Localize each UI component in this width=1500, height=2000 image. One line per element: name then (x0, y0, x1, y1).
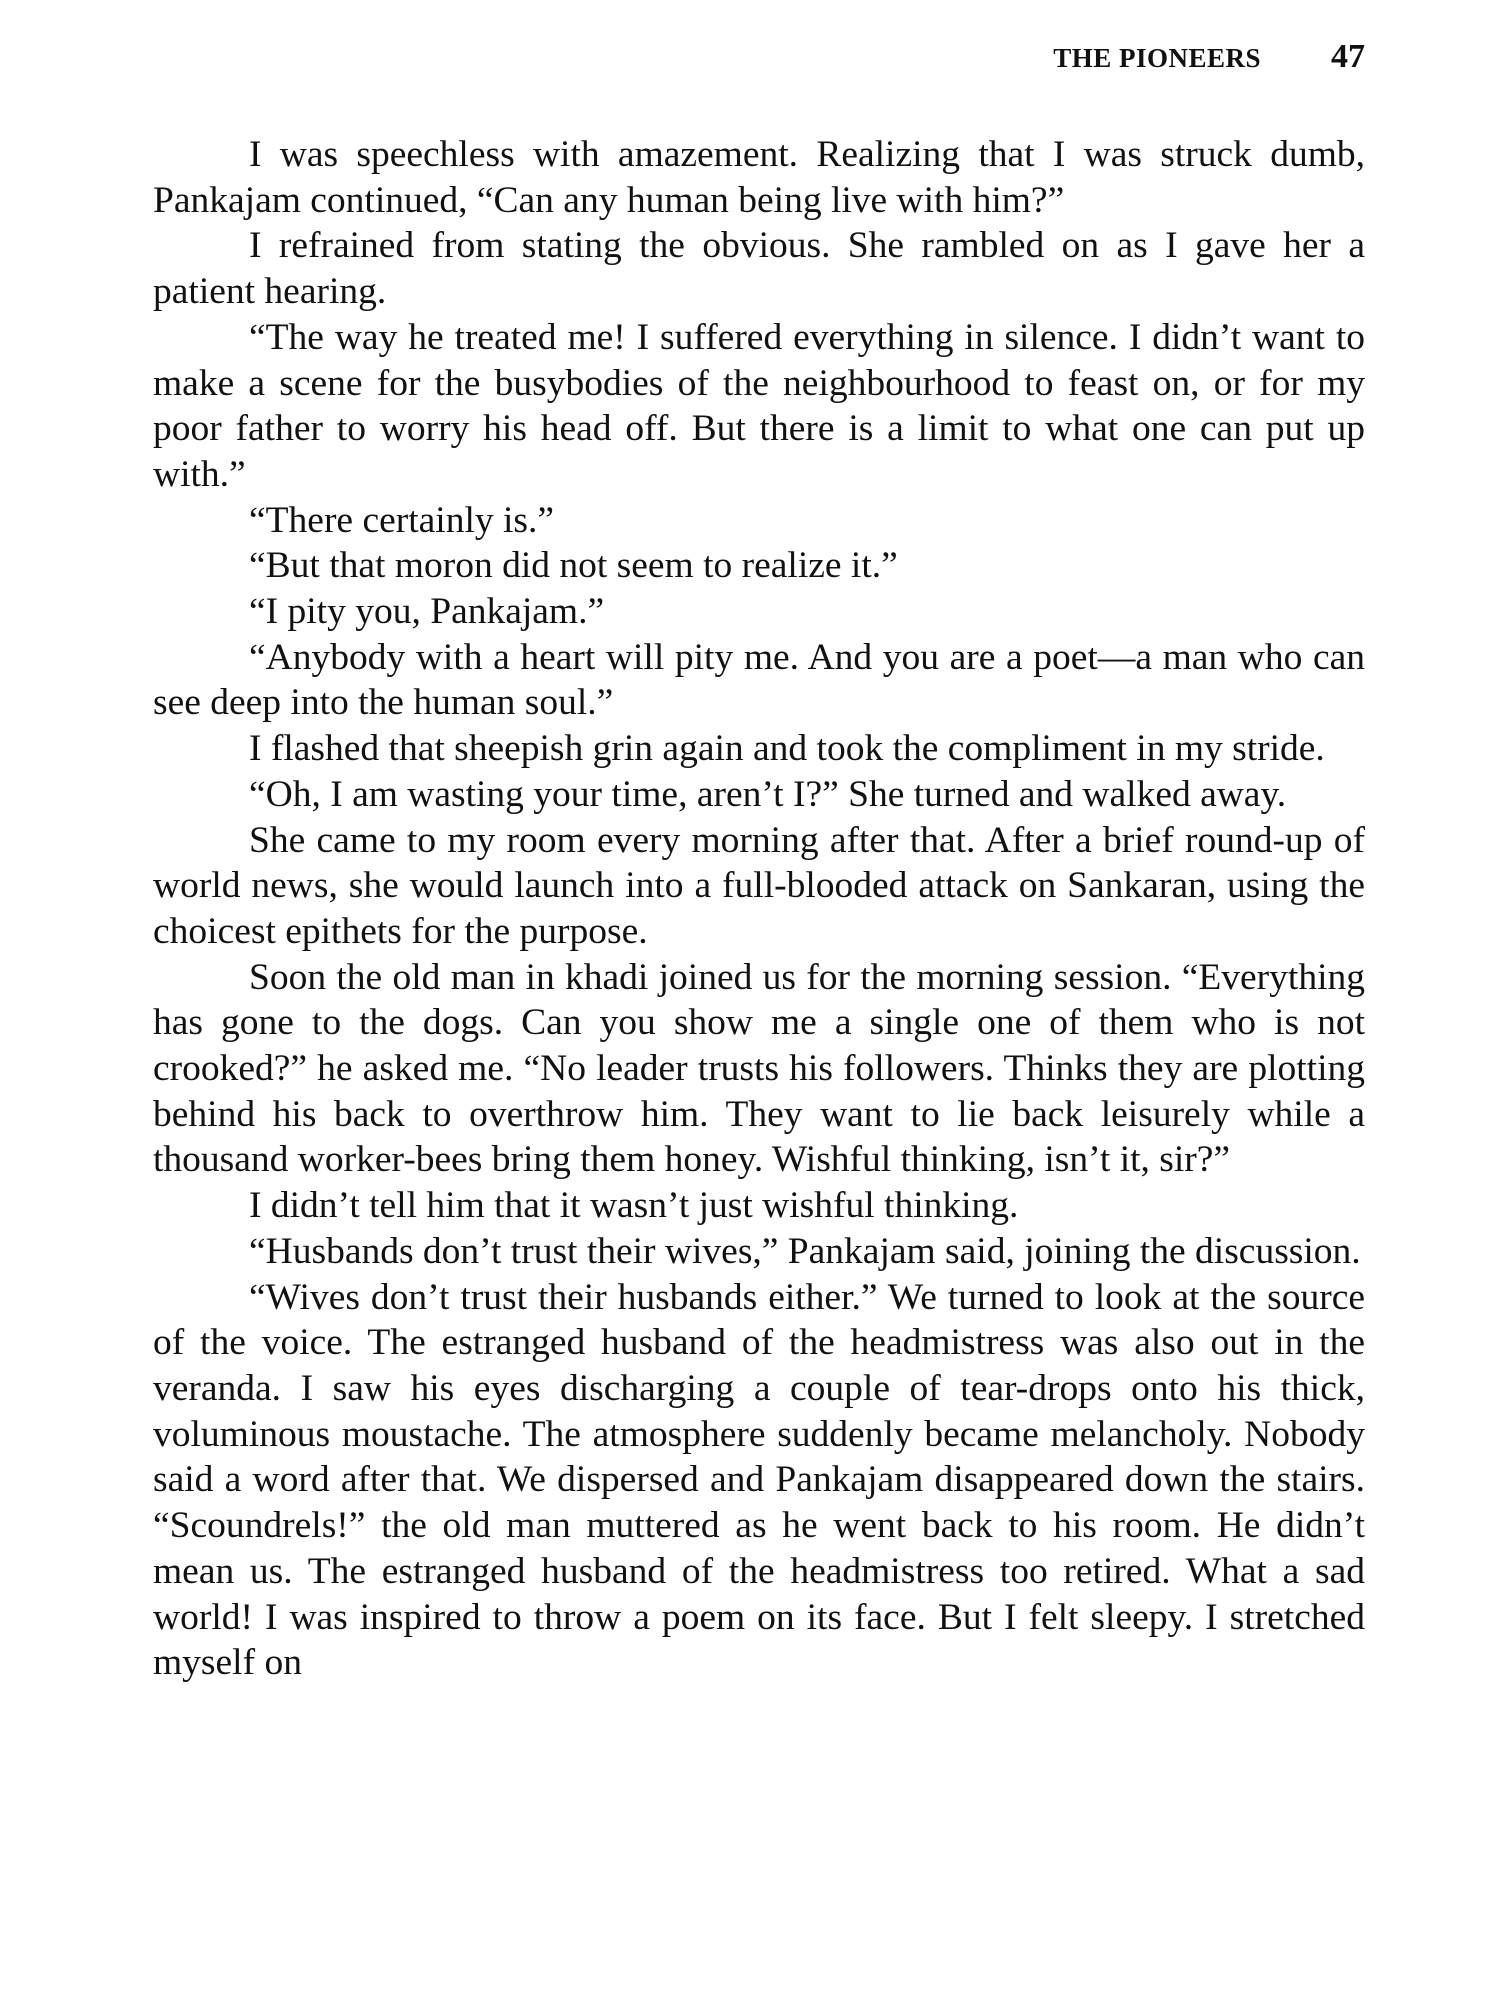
paragraph: “But that moron did not seem to realize it.” (249, 545, 898, 587)
page-number: 47 (1331, 38, 1365, 75)
running-title: THE PIONEERS (1053, 43, 1261, 73)
paragraph: “The way he treated me! I suffered everything in silence. I didn’t want to make a scene for the busybodies of the neighbourhood to feast on, or for my poor father to worry his head off. But there is a limit to what one can put up with.” (153, 316, 1365, 495)
paragraph: I flashed that sheepish grin again and took the compliment in my stride. (249, 728, 1325, 770)
body-text (153, 132, 1365, 1686)
paragraph: “Anybody with a heart will pity me. And you are a poet—a man who can see deep into the human soul.” (153, 636, 1365, 724)
paragraph: She came to my room every morning after that. After a brief round-up of world news, she would launch into a full-blooded attack on Sankaran, using the choicest epithets for the purpose. (153, 819, 1365, 952)
paragraph: I was speechless with amazement. Realizing that I was struck dumb, Pankajam continued, “Can any human being live with him?” (153, 134, 1365, 221)
paragraph: “There certainly is.” (249, 499, 555, 541)
paragraph: Soon the old man in khadi joined us for the morning session. “Everything has gone to the dogs. Can you show me a single one of them who is not crooked?” he asked me. “No leader trusts his followers. Thinks they are plotting behind his back to overthrow him. They want to lie back leisurely while a thousand worker-bees bring them honey. Wishful thinking, isn’t it, sir?” (153, 956, 1365, 1181)
paragraph: “Husbands don’t trust their wives,” Pankajam said, joining the discussion. (249, 1230, 1361, 1272)
paragraph: I didn’t tell him that it wasn’t just wishful thinking. (249, 1185, 1019, 1227)
paragraph: “Wives don’t trust their husbands either.” We turned to look at the source of the voice. The estranged husband of the headmistress was also out in the veranda. I saw his eyes discharging a couple of tear-drops onto his thick, voluminous moustache. The atmosphere suddenly became melancholy. Nobody said a word after that. We dispersed and Pankajam disappeared down the stairs. “Scoundrels!” the old man muttered as he went back to his room. He didn’t mean us. The estranged husband of the headmistress too retired. What a sad world! I was inspired to throw a poem on its face. But I felt sleepy. I stretched myself on (153, 1276, 1365, 1684)
paragraph: “I pity you, Pankajam.” (249, 591, 605, 633)
running-header (1053, 38, 1365, 76)
paragraph: I refrained from stating the obvious. She rambled on as I gave her a patient hearing. (153, 225, 1365, 313)
paragraph: “Oh, I am wasting your time, aren’t I?” She turned and walked away. (249, 773, 1287, 815)
